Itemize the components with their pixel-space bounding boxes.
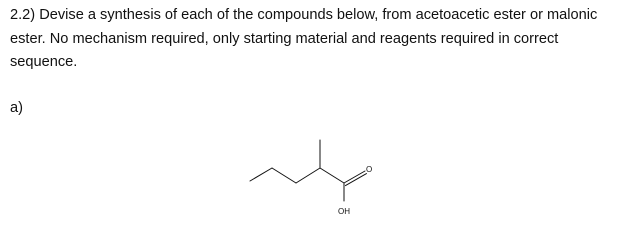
bond-c5-o-double-a — [344, 171, 365, 183]
question-text: 2.2) Devise a synthesis of each of the compounds below, from acetoacetic ester or malonic ester. No mechanism required, only starting material and reagents required in correct sequence. — [10, 7, 598, 71]
part-a-label: a) — [10, 100, 23, 116]
skeletal-bonds — [250, 140, 367, 201]
oxygen-label: O — [366, 165, 373, 174]
bond-c4-c5 — [320, 168, 344, 183]
hydroxyl-label: OH — [338, 207, 350, 216]
bond-c1-c2 — [250, 168, 272, 181]
bond-c3-c4 — [296, 168, 320, 183]
bond-c5-o-double-b — [346, 174, 367, 186]
bond-c2-c3 — [272, 168, 296, 183]
